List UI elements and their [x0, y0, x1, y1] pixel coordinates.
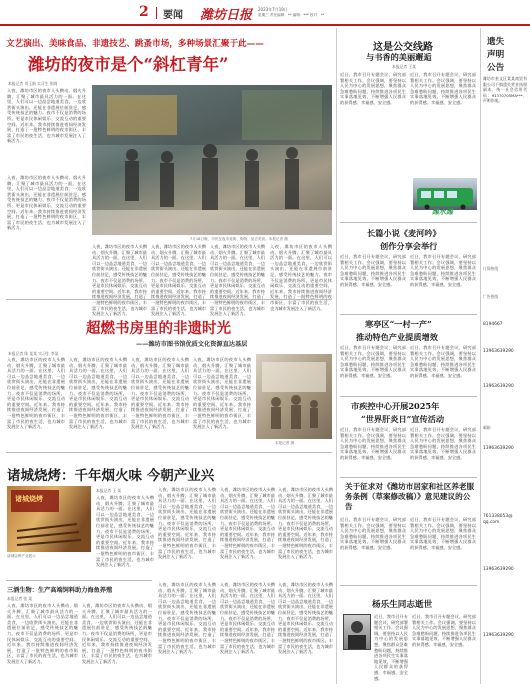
- bus-headline: 这是公交线路: [373, 42, 433, 53]
- bbq-body-col2: 入夜，潍坊市区的夜市人头攒动、烟火升腾，汇聚了城市最具活力的一面。在这里，人们可以一边品尝地道美食，一边欣赏街头演出，还能在非遗展位前驻足，感受传统技艺的魅力。夜市不仅是消费的场所，更是市民休闲娱乐、交流互动的重要空间。近年来，我市持续推进夜间经济发展，打造了一批特色鲜明的夜市街区，丰富了市民的夜生活，也为城市发展注入了新活力。: [158, 487, 216, 560]
- phone-3: 13963639290: [483, 384, 514, 389]
- obituary-body-col1: 近日，我市召开专题会议，研究部署相关工作。会议强调，要坚持以人民为中心的发展思想，聚焦群众急难愁盼问题，持续推进各项民生实事落地见效，不断增强人民群众的获得感、幸福感、安全感。: [374, 614, 408, 681]
- feature-byline: 本报记者 陈 某某 实习生 李某: [8, 351, 59, 356]
- obituary-headline: 杨乐生同志逝世: [372, 600, 433, 610]
- feature-body-col1: 入夜，潍坊市区的夜市人头攒动、烟火升腾，汇聚了城市最具活力的一面。在这里，人们可以一边品尝地道美食，一边欣赏街头演出，还能在非遗展位前驻足，感受传统技艺的魅力。夜市不仅是消费的场所，更是市民休闲娱乐、交流互动的重要空间。近年来，我市持续推进夜间经济发展，打造了一批特色鲜明的夜市街区，丰富了市民的夜生活，也为城市发展注入了新活力。: [7, 357, 65, 430]
- hanting-bottom-rule: [340, 396, 477, 397]
- novel-headline: 长篇小说《麦河吟》: [367, 228, 441, 238]
- hanting-headline: 寒亭区“一村一产”: [365, 319, 432, 329]
- obituary-portrait: [343, 614, 371, 650]
- section-label: 要闻: [163, 10, 183, 21]
- phone-1: 8194667: [483, 322, 503, 327]
- feature-headline: 超燃书房里的非遗时光: [86, 320, 231, 337]
- lead-body-col2: 入夜，潍坊市区的夜市人头攒动、烟火升腾，汇聚了城市最具活力的一面。在这里，人们可以一边品尝地道美食，一边欣赏街头演出，还能在非遗展位前驻足，感受传统技艺的魅力。夜市不仅是消费的场所，更是市民休闲娱乐、交流互动的重要空间。近年来，我市持续推进夜间经济发展，打造了一批特色鲜明的夜市街区，丰富了市民的夜生活，也为城市发展注入了新活力。: [92, 244, 147, 317]
- lead-body-col1b: 入夜，潍坊市区的夜市人头攒动、烟火升腾，汇聚了城市最具活力的一面。在这里，人们可以一边品尝地道美食，一边欣赏街头演出，还能在非遗展位前驻足，感受传统技艺的魅力。夜市不仅是消费的场所，更是市民休闲娱乐、交流互动的重要空间。近年来，我市持续推进夜间经济发展，打造了一批特色鲜明的夜市街区，丰富了市民的夜生活，也为城市发展注入了新活力。: [7, 175, 86, 231]
- sanjiu-body-col1: 入夜，潍坊市区的夜市人头攒动、烟火升腾，汇聚了城市最具活力的一面。在这里，人们可以一边品尝地道美食，一边欣赏街头演出，还能在非遗展位前驻足，感受传统技艺的魅力。夜市不仅是消费的场所，更是市民休闲娱乐、交流互动的重要空间。近年来，我市持续推进夜间经济发展，打造了一批特色鲜明的夜市街区，丰富了市民的夜生活，也为城市发展注入了新活力。: [7, 603, 78, 664]
- notice-body-col2: 近日，我市召开专题会议，研究部署相关工作。会议强调，要坚持以人民为中心的发展思想，聚焦群众急难愁盼问题，持续推进各项民生实事落地见效，不断增强人民群众的获得感、幸福感、安全感。: [410, 517, 476, 550]
- lead-body-col1: 入夜，潍坊市区的夜市人头攒动、烟火升腾，汇聚了城市最具活力的一面。在这里，人们可以一边品尝地道美食，一边欣赏街头演出，还能在非遗展位前驻足，感受传统技艺的魅力。夜市不仅是消费的场所，更是市民休闲娱乐、交流互动的重要空间。近年来，我市持续推进夜间经济发展，打造了一批特色鲜明的夜市街区，丰富了市民的夜生活，也为城市发展注入了新活力。: [7, 88, 86, 144]
- novel-body-col2: 近日，我市召开专题会议，研究部署相关工作。会议强调，要坚持以人民为中心的发展思想，聚焦群众急难愁盼问题，持续推进各项民生实事落地见效，不断增强人民群众的获得感、幸福感、安全感。: [410, 254, 476, 287]
- sanjiu-body-col2: 入夜，潍坊市区的夜市人头攒动、烟火升腾，汇聚了城市最具活力的一面。在这里，人们可以一边品尝地道美食，一边欣赏街头演出，还能在非遗展位前驻足，感受传统技艺的魅力。夜市不仅是消费的场所，更是市民休闲娱乐、交流互动的重要空间。近年来，我市持续推进夜间经济发展，打造了一批特色鲜明的夜市街区，丰富了市民的夜生活，也为城市发展注入了新活力。: [82, 603, 152, 664]
- cdc-body-col2: 近日，我市召开专题会议，研究部署相关工作。会议强调，要坚持以人民为中心的发展思想，聚焦群众急难愁盼问题，持续推进各项民生实事落地见效，不断增强人民群众的获得感、幸福感、安全感。: [410, 427, 476, 460]
- bbq-bottom-rule: [6, 580, 152, 581]
- lead-body-col5: 入夜，潍坊市区的夜市人头攒动、烟火升腾，汇聚了城市最具活力的一面。在这里，人们可以一边品尝地道美食，一边欣赏街头演出，还能在非遗展位前驻足，感受传统技艺的魅力。夜市不仅是消费的场所，更是市民休闲娱乐、交流互动的重要空间。近年来，我市持续推进夜间经济发展，打造了一批特色鲜明的夜市街区，丰富了市民的夜生活，也为城市发展注入了新活力。: [270, 244, 332, 311]
- feature-photo-caption: 本报记者 摄: [275, 441, 295, 445]
- obituary-body-col2: 近日，我市召开专题会议，研究部署相关工作。会议强调，要坚持以人民为中心的发展思想，聚焦群众急难愁盼问题，持续推进各项民生实事落地见效，不断增强人民群众的获得感、幸福感、安全感。: [412, 614, 476, 647]
- phone-5: 13963639290: [483, 567, 514, 572]
- bbq-byline: 本报记者 王 某: [96, 488, 122, 493]
- bbq-photo-caption: 诸城烧烤产业展示: [7, 554, 36, 558]
- email-line-2: qq.com: [483, 520, 500, 525]
- bbq-headline: 诸城烧烤：千年烟火味 今朝产业兴: [7, 468, 215, 484]
- email-line-1: 761338053@: [483, 514, 513, 519]
- lead-byline: 本报记者 刘玉娟 实习生 张晓: [8, 81, 58, 86]
- bus-body-col1: 近日，我市召开专题会议，研究部署相关工作。会议强调，要坚持以人民为中心的发展思想，聚焦群众急难愁盼问题，持续推进各项民生实事落地见效，不断增强人民群众的获得感、幸福感、安全感。: [340, 72, 406, 105]
- notices-header-1: 遗失: [487, 37, 505, 47]
- notices-header-2: 声明: [487, 50, 505, 60]
- bus-bottom-rule: [340, 222, 477, 223]
- feature-body-col2: 入夜，潍坊市区的夜市人头攒动、烟火升腾，汇聚了城市最具活力的一面。在这里，人们可以一边品尝地道美食，一边欣赏街头演出，还能在非遗展位前驻足，感受传统技艺的魅力。夜市不仅是消费的场所，更是市民休闲娱乐、交流互动的重要空间。近年来，我市持续推进夜间经济发展，打造了一批特色鲜明的夜市街区，丰富了市民的夜生活，也为城市发展注入了新活力。: [69, 357, 127, 430]
- bbq-logo-text: 诸城烧烤: [15, 494, 43, 503]
- column-divider-1: [336, 28, 337, 684]
- feature-bottom-rule: [6, 452, 332, 453]
- hanting-body-col2: 近日，我市召开专题会议，研究部署相关工作。会议强调，要坚持以人民为中心的发展思想，聚焦群众急难愁盼问题，持续推进各项民生实事落地见效，不断增强人民群众的获得感、幸福感、安全感。: [410, 345, 476, 378]
- bbq-photo: [7, 486, 91, 552]
- masthead-rule: [0, 24, 530, 26]
- cdc-bottom-rule: [340, 477, 477, 478]
- lead-body-col4: 入夜，潍坊市区的夜市人头攒动、烟火升腾，汇聚了城市最具活力的一面。在这里，人们可以一边品尝地道美食，一边欣赏街头演出，还能在非遗展位前驻足，感受传统技艺的魅力。夜市不仅是消费的场所，更是市民休闲娱乐、交流互动的重要空间。近年来，我市持续推进夜间经济发展，打造了一批特色鲜明的夜市街区，丰富了市民的夜生活，也为城市发展注入了新活力。: [210, 244, 265, 317]
- lead-kicker: 文艺演出、美味食品、非遗技艺、跳蚤市场，多种场景汇聚于此——: [6, 39, 264, 49]
- lead-photo-caption: 7月18日晚，市民在夜市逛街、购物、品尝美食。本报记者 摄: [190, 237, 288, 241]
- bus-photo: [413, 178, 477, 210]
- phone-2: 13963639290: [483, 349, 514, 354]
- sanjiu-subhead: 三酒生物：生产高端饲料助力海鱼养殖: [7, 587, 113, 594]
- editor-meta: 星期三 责任编辑：** 编辑：*** 校对：**: [258, 13, 325, 17]
- email-label: 邮箱: [483, 425, 491, 430]
- phone-6: 13963639290: [483, 633, 514, 638]
- hanting-subhead: 推动特色产业提质增效: [356, 332, 438, 342]
- page-number-divider: [156, 7, 157, 19]
- feature-body-col4: 入夜，潍坊市区的夜市人头攒动、烟火升腾，汇聚了城市最具活力的一面。在这里，人们可以一边品尝地道美食，一边欣赏街头演出，还能在非遗展位前驻足，感受传统技艺的魅力。夜市不仅是消费的场所，更是市民休闲娱乐、交流互动的重要空间。近年来，我市持续推进夜间经济发展，打造了一批特色鲜明的夜市街区，丰富了市民的夜生活，也为城市发展注入了新活力。: [193, 357, 251, 430]
- issue-date: 2023年7月19日: [258, 7, 288, 12]
- bus-byline: 本报记者 王某: [392, 64, 416, 69]
- feature-body-col3: 入夜，潍坊市区的夜市人头攒动、烟火升腾，汇聚了城市最具活力的一面。在这里，人们可以一边品尝地道美食，一边欣赏街头演出，还能在非遗展位前驻足，感受传统技艺的魅力。夜市不仅是消费的场所，更是市民休闲娱乐、交流互动的重要空间。近年来，我市持续推进夜间经济发展，打造了一批特色鲜明的夜市街区，丰富了市民的夜生活，也为城市发展注入了新活力。: [131, 357, 189, 430]
- hanting-body-col1: 近日，我市召开专题会议，研究部署相关工作。会议强调，要坚持以人民为中心的发展思想，聚焦群众急难愁盼问题，持续推进各项民生实事落地见效，不断增强人民群众的获得感、幸福感、安全感。: [340, 345, 406, 378]
- page-number: 2: [139, 4, 149, 20]
- sanjiu-body-col5: 入夜，潍坊市区的夜市人头攒动、烟火升腾，汇聚了城市最具活力的一面。在这里，人们可以一边品尝地道美食，一边欣赏街头演出，还能在非遗展位前驻足，感受传统技艺的魅力。夜市不仅是消费的场所，更是市民休闲娱乐、交流互动的重要空间。近年来，我市持续推进夜间经济发展，打造了一批特色鲜明的夜市街区，丰富了市民的夜生活，也为城市发展注入了新活力。: [278, 582, 333, 655]
- lead-headline: 潍坊的夜市是个“斜杠青年”: [28, 55, 229, 74]
- feature-subhead: ——潍坊市图书馆优质文化资源直达基层: [136, 341, 248, 348]
- sanjiu-body-col4: 入夜，潍坊市区的夜市人头攒动、烟火升腾，汇聚了城市最具活力的一面。在这里，人们可以一边品尝地道美食，一边欣赏街头演出，还能在非遗展位前驻足，感受传统技艺的魅力。夜市不仅是消费的场所，更是市民休闲娱乐、交流互动的重要空间。近年来，我市持续推进夜间经济发展，打造了一批特色鲜明的夜市街区，丰富了市民的夜生活，也为城市发展注入了新活力。: [220, 582, 275, 655]
- library-photo: [256, 354, 332, 439]
- masthead: [0, 0, 530, 26]
- novel-body-col1: 近日，我市召开专题会议，研究部署相关工作。会议强调，要坚持以人民为中心的发展思想，聚焦群众急难愁盼问题，持续推进各项民生实事落地见效，不断增强人民群众的获得感、幸福感、安全感。: [340, 254, 406, 287]
- newspaper-logo: 潍坊日报: [200, 8, 253, 23]
- lead-body-col3: 入夜，潍坊市区的夜市人头攒动、烟火升腾，汇聚了城市最具活力的一面。在这里，人们可以一边品尝地道美食，一边欣赏街头演出，还能在非遗展位前驻足，感受传统技艺的魅力。夜市不仅是消费的场所，更是市民休闲娱乐、交流互动的重要空间。近年来，我市持续推进夜间经济发展，打造了一批特色鲜明的夜市街区，丰富了市民的夜生活，也为城市发展注入了新活力。: [151, 244, 206, 317]
- notices-header-3: 公告: [487, 63, 505, 73]
- notices-body: 潍坊市奎文区某某商贸有限公司不慎遗失营业执照副本，统一社会信用代码：91370705MA***，声明作废。: [483, 76, 527, 104]
- notice-headline: 关于征求对《潍坊市居家和社区养老服务条例（草案修改稿）》意见建议的公告: [345, 482, 475, 511]
- column-divider-2: [480, 28, 481, 684]
- sanjiu-body-col3: 入夜，潍坊市区的夜市人头攒动、烟火升腾，汇聚了城市最具活力的一面。在这里，人们可以一边品尝地道美食，一边欣赏街头演出，还能在非遗展位前驻足，感受传统技艺的魅力。夜市不仅是消费的场所，更是市民休闲娱乐、交流互动的重要空间。近年来，我市持续推进夜间经济发展，打造了一批特色鲜明的夜市街区，丰富了市民的夜生活，也为城市发展注入了新活力。: [158, 582, 216, 655]
- bbq-body-col3: 入夜，潍坊市区的夜市人头攒动、烟火升腾，汇聚了城市最具活力的一面。在这里，人们可以一边品尝地道美食，一边欣赏街头演出，还能在非遗展位前驻足，感受传统技艺的魅力。夜市不仅是消费的场所，更是市民休闲娱乐、交流互动的重要空间。近年来，我市持续推进夜间经济发展，打造了一批特色鲜明的夜市街区，丰富了市民的夜生活，也为城市发展注入了新活力。: [220, 487, 275, 560]
- bus-brand-logo: 潍水潍: [432, 207, 453, 216]
- novel-bottom-rule: [340, 314, 477, 315]
- cdc-subhead: “世界肝炎日”宣传活动: [361, 414, 445, 424]
- subscribe-label: 订阅热线: [483, 266, 499, 271]
- notice-body-col1: 近日，我市召开专题会议，研究部署相关工作。会议强调，要坚持以人民为中心的发展思想，聚焦群众急难愁盼问题，持续推进各项民生实事落地见效，不断增强人民群众的获得感、幸福感、安全感。: [340, 517, 406, 550]
- night-market-photo: [92, 85, 332, 235]
- lead-bottom-rule: [6, 299, 332, 300]
- sanjiu-byline: 本报记者 张 某: [7, 596, 33, 601]
- novel-subhead: 创作分享会举行: [380, 241, 438, 251]
- cdc-headline: 市疾控中心开展2025年: [351, 401, 440, 411]
- ad-label: 广告热线: [483, 294, 499, 299]
- phone-4: 13963639290: [483, 446, 514, 451]
- bbq-body-col4: 入夜，潍坊市区的夜市人头攒动、烟火升腾，汇聚了城市最具活力的一面。在这里，人们可以一边品尝地道美食，一边欣赏街头演出，还能在非遗展位前驻足，感受传统技艺的魅力。夜市不仅是消费的场所，更是市民休闲娱乐、交流互动的重要空间。近年来，我市持续推进夜间经济发展，打造了一批特色鲜明的夜市街区，丰富了市民的夜生活，也为城市发展注入了新活力。: [278, 487, 333, 560]
- cdc-body-col1: 近日，我市召开专题会议，研究部署相关工作。会议强调，要坚持以人民为中心的发展思想，聚焦群众急难愁盼问题，持续推进各项民生实事落地见效，不断增强人民群众的获得感、幸福感、安全感。: [340, 427, 406, 460]
- bus-body-col2: 近日，我市召开专题会议，研究部署相关工作。会议强调，要坚持以人民为中心的发展思想，聚焦群众急难愁盼问题，持续推进各项民生实事落地见效，不断增强人民群众的获得感、幸福感、安全感。: [410, 72, 476, 105]
- bus-subhead: 与书香的美丽邂逅: [366, 52, 432, 62]
- notice-bottom-rule: [340, 585, 477, 586]
- bbq-body-col1: 入夜，潍坊市区的夜市人头攒动、烟火升腾，汇聚了城市最具活力的一面。在这里，人们可以一边品尝地道美食，一边欣赏街头演出，还能在非遗展位前驻足，感受传统技艺的魅力。夜市不仅是消费的场所，更是市民休闲娱乐、交流互动的重要空间。近年来，我市持续推进夜间经济发展，打造了一批特色鲜明的夜市街区，丰富了市民的夜生活，也为城市发展注入了新活力。: [96, 495, 154, 568]
